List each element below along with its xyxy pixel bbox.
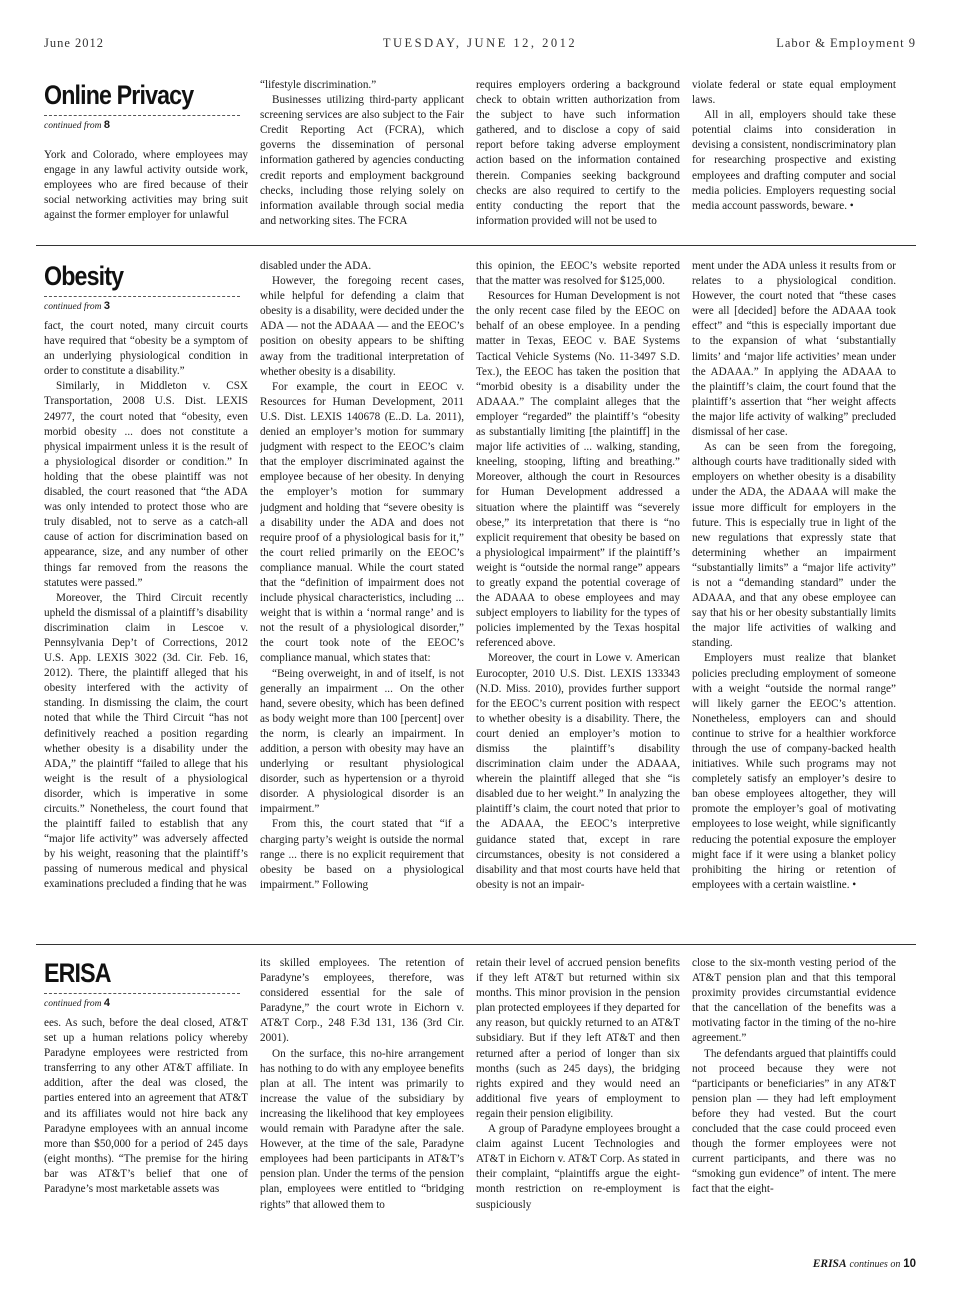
paragraph: As can be seen from the foregoing, although courts have traditionally sided with employers on whether obesity is a disability under the ADA, the ADAAA will make the issue more difficult for employers in the future. This is especially true in light of the new regulations that expressly state that determining whether an impairment “substantially limits” a “major life activity” is not a “demanding standard” under the ADAAA, and that any obese employee can say that his or her obesity substantially limits the major life activities of walking and standing. — [692, 441, 896, 650]
paragraph: “Being overweight, in and of itself, is not generally an impairment ... On the other hand, severe obesity, which has been defined as body weight more than 100 [percent] over the norm, is clearly an impairment. In addition, a person with obesity may have an underlying or resultant physiological disorder, such as hypertension or a thyroid disorder. A physiological disorder is an impairment.” — [260, 667, 464, 816]
article-erisa — [36, 952, 916, 1252]
paragraph: close to the six-month vesting period of the AT&T pension plan and that this temporal proximity provides circumstantial evidence that the cancellation of the benefits was a motivating factor in the timing of the no-hire agreement.” — [692, 957, 896, 1045]
continued-page: 8 — [103, 119, 110, 131]
paragraph: From this, the court stated that “if a charging party’s weight is outside the normal range ... there is no explicit requirement that obesity be based on a physiological impairment.” Following — [260, 818, 464, 891]
paragraph: All in all, employers should take these potential claims into consideration in devising a consistent, nondiscriminatory plan for researching prospective and existing employees and drafting computer and social media policies. Employers requesting social media account passwords, beware. • — [692, 109, 896, 212]
paragraph: Similarly, in Middleton v. CSX Transportation, 2008 U.S. Dist. LEXIS 24977, the court noted that “obesity, even morbid obesity ... does not constitute a physical impairment unless it is the result of a physiological disorder or condition.” In holding that the obese plaintiff was not disabled, the court reasoned that “the ADA was only intended to protect those who are truly disabled, not to serve as a catch-all cause of action for discrimination based on appearance, size, and any number of other things far removed from the reasons the statutes were passed.” — [44, 380, 248, 589]
paragraph: Businesses utilizing third-party applicant screening services are also subject to the Fair Credit Reporting Act (FCRA), which governs the dissemination of personal information gathered by agencies conducting credit reports and employment background checks, including those relying solely on information available through social media and networking sites. The FCRA — [260, 94, 464, 227]
dashed-divider — [44, 115, 240, 116]
article-column — [692, 78, 896, 214]
article-title: Online Privacy — [44, 80, 194, 110]
dashed-divider — [44, 296, 240, 297]
paragraph: requires employers ordering a background check to obtain written authorization from the subject to have such information gathered, and to disclose a copy of said report before taking adverse employment action based on the information contained therein. Companies seeking background checks are also required to certify to the entity conducting the report that the information provided will not be used to — [476, 79, 680, 227]
article-online-privacy — [36, 74, 916, 246]
article-title: ERISA — [44, 958, 111, 988]
dashed-divider — [44, 993, 240, 994]
paragraph: However, the foregoing recent cases, while helpful for defending a claim that obesity is a disability, were decided under the ADA — not the ADAAA — and the EEOC’s position on obesity appears to be shifting away from the traditional interpretation of whether obesity is a disability. — [260, 275, 464, 378]
article-column — [44, 78, 248, 223]
continuation-article: ERISA — [812, 1258, 847, 1270]
continued-from: continued from 4 — [44, 997, 110, 1009]
article-column — [692, 259, 896, 893]
paragraph: Resources for Human Development is not the only recent case filed by the EEOC on behalf of an obese employee. In a pending matter in Texas, EEOC v. BAE Systems Tactical Vehicle Systems (No. 11-3497 S.D. Tex.), the EEOC has taken the position that “morbid obesity is a disability under the ADAAA.” The complaint alleges that the employer “regarded” the plaintiff’s “obesity as substantially limiting [the plaintiff] in the major life activities of ... walking, standing, kneeling, stooping, lifting and breathing.” Moreover, although the court in Resources for Human Development addressed a situation where the plaintiff was “severely obese,” its interpretation that there is “no explicit requirement that obesity be based on a physiological impairment” if the plaintiff’s weight is “outside the normal range” appears to greatly expand the potential coverage of the ADAAA to obese employees and may subject employers to liability for the types of policies implemented by the Texas hospital referenced above. — [476, 290, 680, 650]
paragraph: “lifestyle discrimination.” — [260, 79, 377, 91]
paragraph: retain their level of accrued pension benefits if they left AT&T but returned within six months. This minor provision in the pension plan protected employees if they departed for any reason, but quickly returned to an AT&T subsidiary. But if they left AT&T and then returned after a period of longer than six months (such as 245 days), the bridging rights expired and they would need an additional five years of employment to regain their pension eligibility. — [476, 957, 680, 1120]
header-section-page: Labor & Employment 9 — [776, 36, 916, 50]
paragraph: The defendants argued that plaintiffs could not proceed because they were not “participants or beneficiaries” in any AT&T pension plan — they had left employment before they had vested. But the court concluded that the case could proceed even though the former employees were not current participants, and there was no “smoking gun evidence” of intent. The mere fact that the eight- — [692, 1047, 896, 1196]
article-column — [476, 259, 680, 893]
paragraph: fact, the court noted, many circuit courts have required that “obesity be a symptom of an underlying physiological condition in order to constitute a disability.” — [44, 320, 248, 378]
paragraph: A group of Paradyne employees brought a claim against Lucent Technologies and AT&T in Eichorn v. AT&T Corp. As stated in their complaint, “plaintiffs argue the eight-month restriction on re-employment is suspiciously — [476, 1123, 680, 1211]
article-column — [476, 956, 680, 1213]
header-dateline: TUESDAY, JUNE 12, 2012 — [382, 36, 578, 50]
page-header — [44, 36, 916, 58]
section-divider — [36, 944, 916, 945]
continued-from: continued from 3 — [44, 300, 110, 312]
paragraph: For example, the court in EEOC v. Resources for Human Development, 2011 U.S. Dist. LEXIS 140678 (E..D. La. 2011), denied an employer’s motion for summary judgment with respect to the EEOC’s claim that the employer discriminated against the employee because of her obesity. In denying the employer’s motion for summary judgment and holding that “severe obesity is a disability under the ADA and does not require proof of a physiological basis for it,” the court relied primarily on the EEOC’s compliance manual. While the court stated that the “definition of impairment does not include physical characteristics, including ... weight that is within a ‘normal range’ and is not the result of a physiological disorder,” the court took note of the EEOC’s compliance manual, which states that: — [260, 380, 464, 665]
paragraph: violate federal or state equal employment laws. — [692, 79, 896, 107]
continuation-label: continues on — [849, 1259, 901, 1270]
article-column — [44, 956, 248, 1197]
paragraph: ees. As such, before the deal closed, AT&T set up a human relations policy whereby Paradyne employees were restricted from transferring to any other AT&T affiliate. In addition, after the deal was closed, the parties entered into an agreement that AT&T and its affiliates would not hire back any Paradyne employees with an annual income more than $50,000 for a period of 245 days (eight months). “The premise for the hiring bar was AT&T’s belief that one of Paradyne’s most marketable assets was — [44, 1017, 248, 1196]
continued-page: 4 — [103, 997, 110, 1009]
paragraph: disabled under the ADA. — [260, 260, 372, 272]
paragraph: its skilled employees. The retention of Paradyne’s employees, therefore, was considered essential for the sale of Paradyne,” the court wrote in Eichorn v. AT&T Corp., 248 F.3d 131, 136 (3rd Cir. 2001). — [260, 957, 464, 1045]
paragraph: this opinion, the EEOC’s website reported that the matter was resolved for $125,000. — [476, 260, 680, 288]
continued-page: 3 — [103, 300, 110, 312]
section-divider — [36, 245, 916, 246]
paragraph: On the surface, this no-hire arrangement has nothing to do with any employee benefits plan at all. The intent was primarily to increase the value of the subsidiary by increasing the likelihood that key employees would remain with Paradyne after the sale. However, at the time of the sale, Paradyne employees had been participants in AT&T’s pension plan. Under the terms of the pension plan, employees were entitled to “bridging rights” that allowed them to — [260, 1047, 464, 1211]
paragraph: Moreover, the Third Circuit recently upheld the dismissal of a plaintiff’s disability discrimination claim in Lescoe v. Pennsylvania Dep’t of Corrections, 2012 U.S. App. LEXIS 3022 (3d. Cir. Feb. 16, 2012). There, the plaintiff alleged that his obesity interfered with the activity of standing. In dismissing the claim, the court noted that while the Third Circuit “has not definitively reached a position regarding whether obesity is a disability under the ADA,” the plaintiff “failed to allege that his weight is the result of a physiological disorder, which is imperative in some circuits.” Nonetheless, the court found that the plaintiff failed to establish that any “major life activity” was adversely affected by his weight, reasoning that the plaintiff’s passing of numerous medical and physical examinations precluded a finding that he was — [44, 591, 248, 891]
article-title: Obesity — [44, 261, 124, 291]
continuation-note — [813, 1258, 916, 1270]
article-column — [44, 259, 248, 893]
paragraph: Employers must realize that blanket policies precluding employment of someone with a weight “outside the normal range” will likely garner the EEOC’s attention. Nonetheless, employers can and should continue to strive for a healthier workforce through the use of company-backed health initiatives. While such programs may not completely satisfy an employer’s desire to ban obese employees altogether, they will promote the employer’s goal of motivating employees to lose weight, while significantly reducing the potential exposure the employer might face if it were using a blanket policy prohibiting the hiring or retention of employees with a certain waistline. • — [692, 652, 896, 891]
paragraph: Moreover, the court in Lowe v. American Eurocopter, 2010 U.S. Dist. LEXIS 133343 (N.D. Miss. 2010), provides further support for the EEOC’s current position with respect to whether obesity is a disability. There, the court denied an employer’s motion to dismiss the plaintiff’s disability discrimination claim under the ADAAA, wherein the plaintiff alleged that she “is disabled due to her weight.” In analyzing the plaintiff’s claim, the court noted that prior to the ADAAA, the EEOC’s interpretive guidance stated that, except in rare circumstances, obesity is not considered a disability and that most courts have held that obesity is not an impair- — [476, 652, 680, 891]
paragraph: York and Colorado, where employees may engage in any lawful activity outside work, employees who are fired because of their social networking activities may bring suit against the former employer for unlawful — [44, 149, 248, 222]
article-obesity — [36, 255, 916, 945]
paragraph: ment under the ADA unless it results from or relates to a physiological condition. However, the court noted that “these cases were all [decided] before the ADAAA took effect” and “this is especially important due to the expansion of what ‘substantially limits’ and ‘major life activities’ mean under the ADAAA.” In applying the ADAAA to the plaintiff’s claim, the court found that the plaintiff’s assertion that “her weight affects the major life activity of walking” precluded dismissal of her case. — [692, 260, 896, 439]
article-column — [260, 78, 464, 229]
header-date: June 2012 — [44, 36, 105, 50]
article-column — [260, 259, 464, 893]
article-column — [260, 956, 464, 1213]
continued-from: continued from 8 — [44, 119, 110, 131]
article-column — [476, 78, 680, 229]
continuation-page: 10 — [903, 1258, 916, 1270]
article-column — [692, 956, 896, 1198]
